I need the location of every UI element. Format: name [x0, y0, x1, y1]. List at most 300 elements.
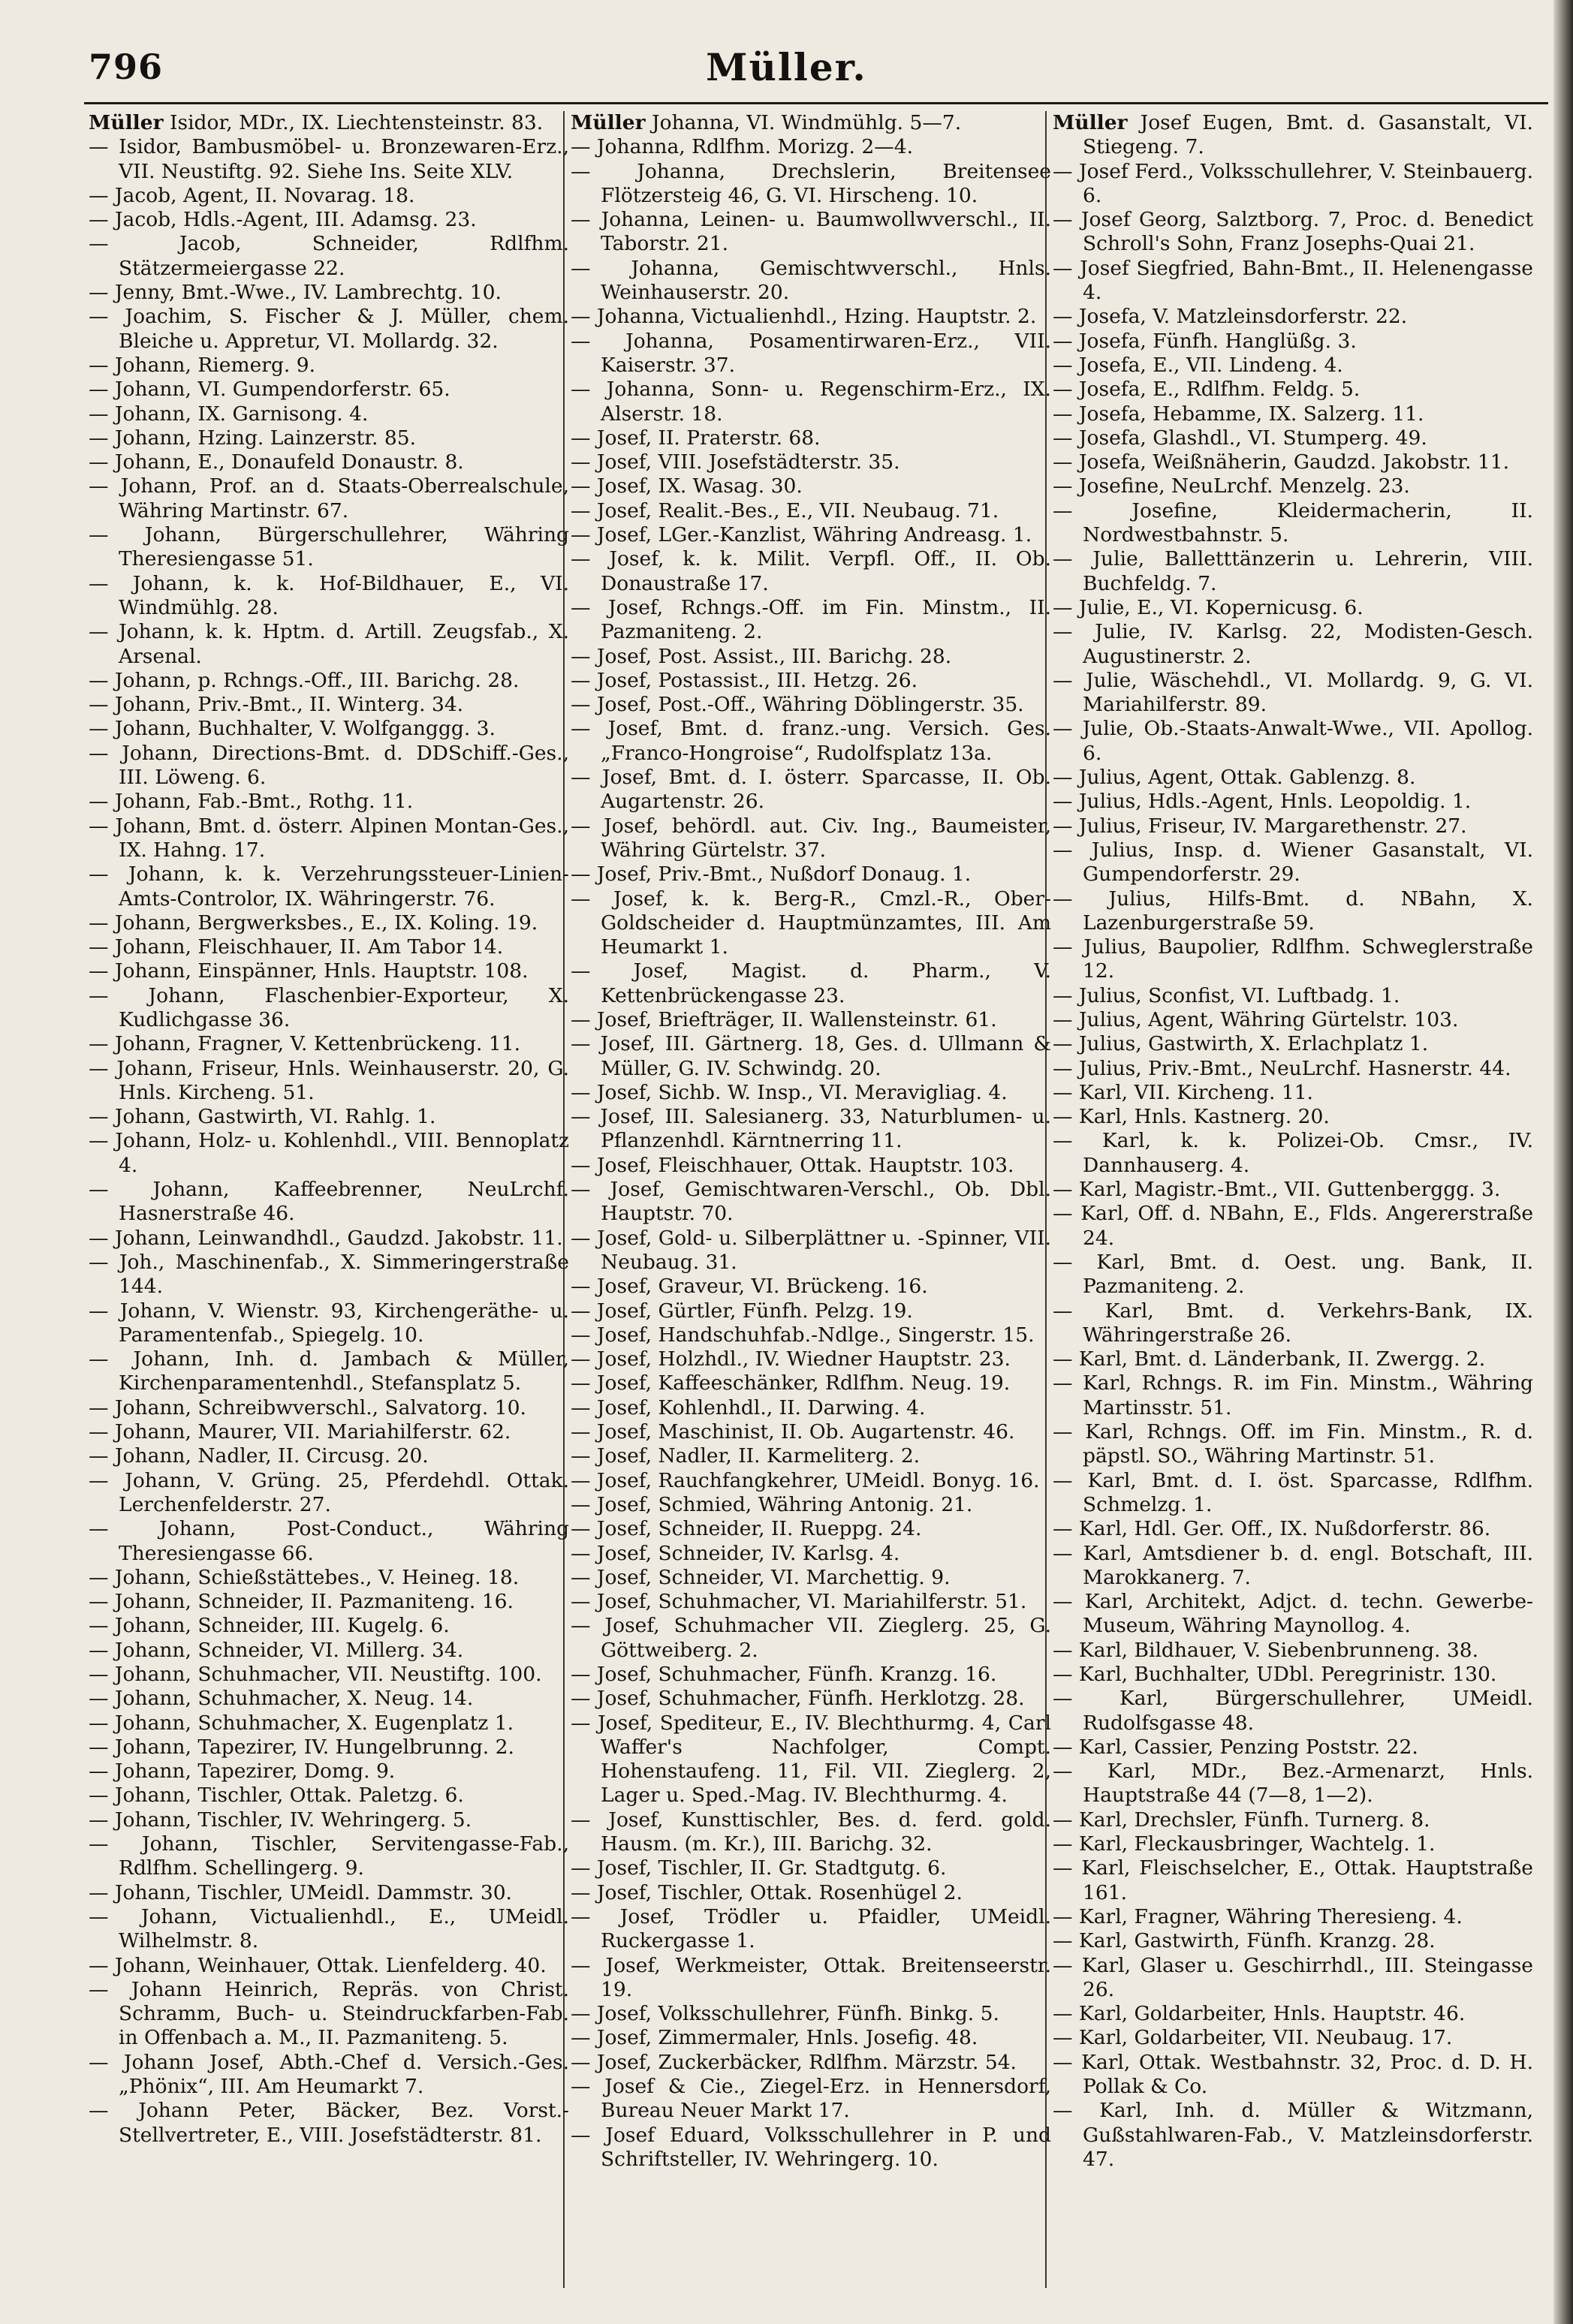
directory-entry — [1053, 1639, 1533, 1663]
directory-entry — [89, 1444, 569, 1468]
directory-entry — [1053, 1299, 1533, 1348]
directory-entry — [571, 2124, 1051, 2172]
entry-text: — Karl, Bildhauer, V. Siebenbrunneng. 38. — [1053, 1638, 1479, 1662]
entry-text: — Josef, Bmt. d. franz.-ung. Versich. Ges. „Franco-Hongroise“, Rudolfsplatz 13a. — [571, 717, 1051, 765]
entry-text: — Karl, Rchngs. R. im Fin. Minstm., Währing Martinsstr. 51. — [1053, 1371, 1533, 1419]
entry-text: — Johann, Hzing. Lainzerstr. 85. — [89, 426, 417, 450]
directory-entry — [1053, 790, 1533, 814]
directory-entry — [89, 742, 569, 790]
entry-text: — Johann, Bmt. d. österr. Alpinen Montan-Ges., IX. Hahng. 17. — [89, 814, 569, 862]
entry-text: — Julius, Friseur, IV. Margarethenstr. 27. — [1053, 814, 1467, 838]
directory-entry — [571, 1663, 1051, 1687]
directory-entry — [89, 402, 569, 426]
running-head: Müller. — [706, 45, 867, 89]
entry-text: — Johann, Buchhalter, V. Wolfganggg. 3. — [89, 717, 496, 741]
directory-entry — [571, 547, 1051, 596]
directory-entry — [571, 1371, 1051, 1395]
directory-entry — [1053, 1735, 1533, 1760]
directory-entry — [571, 1517, 1051, 1541]
entry-text: — Josef, Kaffeeschänker, Rdlfhm. Neug. 19. — [571, 1371, 1011, 1395]
directory-entry — [89, 1639, 569, 1663]
directory-entry — [571, 111, 1051, 135]
directory-entry — [89, 1832, 569, 1881]
entry-text: — Karl, Bmt. d. Oest. ung. Bank, II. Pazmaniteng. 2. — [1053, 1250, 1533, 1299]
entry-text: — Julius, Agent, Währing Gürtelstr. 103. — [1053, 1007, 1459, 1031]
directory-entry — [571, 1154, 1051, 1178]
entry-text: — Julius, Hilfs-Bmt. d. NBahn, X. Lazenburgerstraße 59. — [1053, 887, 1533, 935]
entry-text: — Josef, Zimmermaler, Hnls. Josefig. 48. — [571, 2026, 978, 2050]
directory-entry — [571, 1396, 1051, 1420]
directory-entry — [1053, 1808, 1533, 1832]
directory-entry — [1053, 1905, 1533, 1929]
directory-entry — [571, 305, 1051, 329]
entry-text: — Johann, E., Donaufeld Donaustr. 8. — [89, 450, 464, 474]
directory-entry — [89, 1566, 569, 1590]
entry-text: — Johann, Leinwandhdl., Gaudzd. Jakobstr. 11. — [89, 1226, 563, 1250]
entry-text: — Johann, Bürgerschullehrer, Währing Theresiengasse 51. — [89, 523, 569, 571]
entry-text: — Johann, V. Grüng. 25, Pferdehdl. Ottak. Lerchenfelderstr. 27. — [89, 1468, 569, 1516]
entry-text: — Josef, Schmied, Währing Antonig. 21. — [571, 1492, 973, 1516]
directory-entry — [571, 1808, 1051, 1857]
directory-entry — [571, 135, 1051, 159]
directory-entry — [1053, 2026, 1533, 2050]
directory-entry — [1053, 766, 1533, 790]
entry-text: — Josef Georg, Salztborg. 7, Proc. d. Benedict Schroll's Sohn, Franz Josephs-Quai 21. — [1053, 208, 1533, 256]
directory-entry — [89, 1590, 569, 1614]
entry-text: — Josef, Handschuhfab.-Ndlge., Singerstr. 15. — [571, 1323, 1035, 1347]
directory-entry — [571, 2026, 1051, 2050]
directory-entry — [1053, 354, 1533, 378]
entry-text: — Karl, Amtsdiener b. d. engl. Botschaft, III. Marokkanerg. 7. — [1053, 1541, 1533, 1589]
entry-text: — Josef, Postassist., III. Hetzg. 26. — [571, 668, 918, 692]
directory-entry — [89, 717, 569, 741]
entry-text: — Karl, Buchhalter, UDbl. Peregrinistr. 130. — [1053, 1663, 1497, 1686]
directory-entry — [1053, 1081, 1533, 1105]
entry-text: — Johanna, Rdlfhm. Morizg. 2—4. — [571, 135, 914, 159]
directory-entry — [89, 354, 569, 378]
directory-entry — [571, 1566, 1051, 1590]
entry-text: — Johann, Maurer, VII. Mariahilferstr. 62. — [89, 1420, 511, 1444]
directory-entry — [571, 1275, 1051, 1299]
directory-entry — [1053, 402, 1533, 426]
entry-text: — Karl, Hnls. Kastnerg. 20. — [1053, 1105, 1330, 1129]
entry-text: — Josefa, E., Rdlfhm. Feldg. 5. — [1053, 378, 1361, 402]
directory-entry — [1053, 717, 1533, 766]
entry-text: — Johann, Directions-Bmt. d. DDSchiff.-Ges., III. Löweng. 6. — [89, 741, 569, 790]
directory-entry — [89, 523, 569, 572]
entry-text: — Josef, Nadler, II. Karmeliterg. 2. — [571, 1444, 921, 1468]
directory-entry — [571, 160, 1051, 209]
entry-text: — Johanna, Victualienhdl., Hzing. Hauptstr. 2. — [571, 305, 1037, 329]
entry-text: — Joachim, S. Fischer & J. Müller, chem. Bleiche u. Appretur, VI. Mollardg. 32. — [89, 305, 569, 353]
entry-text: — Johann, V. Wienstr. 93, Kirchengeräthe- u. Paramentenfab., Spiegelg. 10. — [89, 1299, 569, 1347]
directory-entry — [89, 1251, 569, 1299]
column-3 — [1053, 111, 1533, 2172]
entry-text: — Johann, k. k. Verzehrungssteuer-Linien-Amts-Controlor, IX. Währingerstr. 76. — [89, 862, 569, 911]
directory-entry — [571, 1178, 1051, 1227]
entry-text: — Josef, III. Salesianerg. 33, Naturblumen- u. Pflanzenhdl. Kärntnerring 11. — [571, 1105, 1051, 1153]
directory-entry — [1053, 838, 1533, 887]
entry-text: — Johann, Riemerg. 9. — [89, 353, 316, 377]
directory-entry — [571, 1856, 1051, 1880]
entry-text: — Karl, Gastwirth, Fünfh. Kranzg. 28. — [1053, 1929, 1436, 1953]
entry-text: — Julie, Wäschehdl., VI. Mollardg. 9, G. VI. Mariahilferstr. 89. — [1053, 668, 1533, 717]
entry-text: — Josef, Rauchfangkehrer, UMeidl. Bonyg. 16. — [571, 1468, 1040, 1492]
directory-entry — [571, 2051, 1051, 2075]
directory-entry — [89, 208, 569, 232]
directory-entry — [89, 1687, 569, 1711]
entry-text: — Jacob, Hdls.-Agent, III. Adamsg. 23. — [89, 208, 477, 232]
directory-entry — [89, 281, 569, 305]
directory-entry — [89, 1978, 569, 2051]
entry-text: — Karl, Glaser u. Geschirrhdl., III. Steingasse 26. — [1053, 1953, 1533, 2001]
entry-text: — Julius, Gastwirth, X. Erlachplatz 1. — [1053, 1032, 1429, 1056]
directory-entry — [1053, 1832, 1533, 1856]
directory-entry — [571, 887, 1051, 960]
entry-text: — Isidor, Bambusmöbel- u. Bronzewaren-Erz., VII. Neustiftg. 92. Siehe Ins. Seite XLV. — [89, 135, 569, 183]
directory-entry — [89, 862, 569, 911]
directory-entry — [571, 1905, 1051, 1954]
directory-entry — [1053, 1929, 1533, 1953]
directory-entry — [571, 1469, 1051, 1493]
entry-text: — Karl, MDr., Bez.-Armenarzt, Hnls. Hauptstraße 44 (7—8, 1—2). — [1053, 1760, 1533, 1808]
entry-text: — Josef, Schneider, IV. Karlsg. 4. — [571, 1541, 900, 1565]
directory-entry — [89, 2051, 569, 2100]
entry-text: — Johann, VI. Gumpendorferstr. 65. — [89, 378, 451, 402]
directory-entry — [571, 426, 1051, 450]
directory-entry — [1053, 257, 1533, 306]
entry-text: — Karl, Rchngs. Off. im Fin. Minstm., R. d. päpstl. SO., Währing Martinstr. 51. — [1053, 1420, 1533, 1468]
entry-text: — Johann, Schuhmacher, VII. Neustiftg. 100. — [89, 1663, 542, 1686]
directory-entry — [1053, 1032, 1533, 1056]
directory-entry — [1053, 887, 1533, 936]
entry-text: — Josef, Rchngs.-Off. im Fin. Minstm., II. Pazmaniteng. 2. — [571, 595, 1051, 644]
entry-text: — Josef, Magist. d. Pharm., V. Kettenbrückengasse 23. — [571, 959, 1051, 1007]
page-number: 796 — [89, 47, 164, 87]
entry-text: — Julius, Sconfist, VI. Luftbadg. 1. — [1053, 983, 1400, 1007]
entry-text: — Karl, Fleischselcher, E., Ottak. Hauptstraße 161. — [1053, 1856, 1533, 1904]
entry-text: — Josef, Tischler, II. Gr. Stadtgutg. 6. — [571, 1856, 947, 1880]
directory-entry — [571, 862, 1051, 887]
entry-text: — Josef, II. Praterstr. 68. — [571, 426, 821, 450]
directory-entry — [1053, 450, 1533, 474]
directory-entry — [1053, 1008, 1533, 1032]
entry-text: — Josef, Gold- u. Silberplättner u. -Spinner, VII. Neubaug. 31. — [571, 1226, 1051, 1274]
directory-entry — [571, 1299, 1051, 1323]
directory-entry — [89, 1784, 569, 1808]
entry-text: — Josef Siegfried, Bahn-Bmt., II. Helenengasse 4. — [1053, 256, 1533, 305]
entry-text: — Johann, Schreibwverschl., Salvatorg. 10. — [89, 1395, 526, 1419]
directory-entry — [89, 1299, 569, 1348]
column-2 — [571, 111, 1051, 2172]
directory-entry — [89, 305, 569, 354]
directory-entry — [89, 984, 569, 1033]
header-rule — [84, 102, 1548, 104]
entry-text: — Karl, Inh. d. Müller & Witzmann, Gußstahlwaren-Fab., V. Matzleinsdorferstr. 47. — [1053, 2099, 1533, 2171]
directory-entry — [1053, 330, 1533, 354]
directory-entry — [89, 911, 569, 935]
entry-text: — Karl, Magistr.-Bmt., VII. Guttenberggg. 3. — [1053, 1178, 1501, 1202]
directory-entry — [89, 669, 569, 693]
entry-surname: Müller — [89, 111, 164, 134]
entry-text: — Johann, Fragner, V. Kettenbrückeng. 11. — [89, 1032, 520, 1056]
directory-entry — [571, 474, 1051, 498]
entry-text: — Johanna, Posamentirwaren-Erz., VII. Kaiserstr. 37. — [571, 329, 1051, 377]
entry-text: — Johann, Weinhauer, Ottak. Lienfelderg. 40. — [89, 1953, 547, 1977]
entry-text: — Karl, Off. d. NBahn, E., Flds. Angererstraße 24. — [1053, 1202, 1533, 1250]
entry-text: — Josef, Schuhmacher, VI. Mariahilferstr. 51. — [571, 1590, 1027, 1614]
directory-entry — [1053, 1057, 1533, 1081]
entry-text: — Josef, Werkmeister, Ottak. Breitenseerstr. 19. — [571, 1953, 1051, 2001]
entry-text: — Johann, Tischler, UMeidl. Dammstr. 30. — [89, 1880, 512, 1904]
entry-text: — Johann, Flaschenbier-Exporteur, X. Kudlichgasse 36. — [89, 983, 569, 1031]
directory-entry — [571, 257, 1051, 306]
entry-text: — Josef, Trödler u. Pfaidler, UMeidl. Ruckergasse 1. — [571, 1904, 1051, 1953]
entry-text: — Karl, Bmt. d. Verkehrs-Bank, IX. Währingerstraße 26. — [1053, 1299, 1533, 1347]
directory-entry — [1053, 1760, 1533, 1808]
entry-text: — Johanna, Gemischtwverschl., Hnls. Weinhauserstr. 20. — [571, 256, 1051, 305]
directory-entry — [571, 378, 1051, 426]
directory-entry — [89, 184, 569, 208]
directory-entry — [89, 378, 569, 402]
directory-entry — [1053, 935, 1533, 984]
entry-text: — Johann, Fleischhauer, II. Am Tabor 14. — [89, 935, 504, 959]
directory-entry — [89, 2099, 569, 2148]
directory-entry — [571, 1687, 1051, 1711]
entry-text: — Karl, Goldarbeiter, VII. Neubaug. 17. — [1053, 2026, 1453, 2050]
directory-entry — [89, 474, 569, 523]
entry-text: — Johann, Inh. d. Jambach & Müller, Kirchenparamentenhdl., Stefansplatz 5. — [89, 1347, 569, 1395]
directory-entry — [89, 620, 569, 669]
directory-entry — [1053, 1517, 1533, 1541]
directory-entry — [1053, 2002, 1533, 2026]
directory-entry — [571, 1954, 1051, 2003]
entry-text: — Johann, Schuhmacher, X. Eugenplatz 1. — [89, 1711, 514, 1735]
directory-entry — [571, 1081, 1051, 1105]
directory-entry — [89, 790, 569, 814]
directory-entry — [571, 766, 1051, 814]
entry-text: — Karl, Architekt, Adjct. d. techn. Gewerbe-Museum, Währing Maynollog. 4. — [1053, 1590, 1533, 1638]
entry-text: — Josef, Tischler, Ottak. Rosenhügel 2. — [571, 1880, 963, 1904]
entry-text: — Josef, Schuhmacher, Fünfh. Kranzg. 16. — [571, 1663, 997, 1686]
entry-text: — Josef, Spediteur, E., IV. Blechthurmg. 4, Carl Waffer's Nachfolger, Compt. Hohenstaufeng. 11, Fil. VII. Zieglerg. 2, Lager u. Sped.-Mag. IV. Blechthurmg. 4. — [571, 1711, 1051, 1808]
directory-entry — [89, 1347, 569, 1396]
directory-entry — [1053, 111, 1533, 160]
entry-text: — Johann, Tapezirer, IV. Hungelbrunng. 2. — [89, 1735, 514, 1759]
directory-entry — [89, 1032, 569, 1056]
directory-entry — [89, 232, 569, 281]
directory-entry — [89, 135, 569, 184]
directory-entry — [89, 1396, 569, 1420]
entry-text: — Karl, Bürgerschullehrer, UMeidl. Rudolfsgasse 48. — [1053, 1687, 1533, 1735]
directory-entry — [1053, 1663, 1533, 1687]
directory-entry — [89, 1178, 569, 1227]
entry-text: — Johanna, Leinen- u. Baumwollwverschl., II. Taborstr. 21. — [571, 208, 1051, 256]
entry-text: — Karl, Drechsler, Fünfh. Turnerg. 8. — [1053, 1808, 1430, 1832]
entry-text: — Julie, Balletttänzerin u. Lehrerin, VIII. Buchfeldg. 7. — [1053, 547, 1533, 595]
directory-entry — [571, 330, 1051, 378]
directory-entry — [1053, 1202, 1533, 1251]
directory-entry — [1053, 1954, 1533, 2003]
directory-entry — [89, 1881, 569, 1905]
directory-entry — [1053, 1371, 1533, 1420]
directory-entry — [1053, 1178, 1533, 1202]
entry-surname: Müller — [1053, 111, 1128, 134]
column-1 — [89, 111, 569, 2148]
entry-text: — Johann, Tischler, Servitengasse-Fab., Rdlfhm. Schellingerg. 9. — [89, 1832, 569, 1880]
entry-text: — Josef, Kunsttischler, Bes. d. ferd. gold. Hausm. (m. Kr.), III. Barichg. 32. — [571, 1808, 1051, 1856]
directory-entry — [571, 1105, 1051, 1154]
entry-text: — Johann, Schießstättebes., V. Heineg. 18. — [89, 1565, 520, 1589]
directory-entry — [89, 572, 569, 621]
entry-text: — Johann, Schneider, VI. Millerg. 34. — [89, 1638, 464, 1662]
entry-text: — Joh., Maschinenfab., X. Simmeringerstraße 144. — [89, 1250, 569, 1299]
directory-entry — [571, 1444, 1051, 1468]
directory-entry — [89, 1420, 569, 1444]
entry-text: — Julius, Agent, Ottak. Gablenzg. 8. — [1053, 766, 1416, 790]
entry-text: — Johann, Gastwirth, VI. Rahlg. 1. — [89, 1105, 436, 1129]
directory-entry — [89, 426, 569, 450]
entry-text: — Johann, Schuhmacher, X. Neug. 14. — [89, 1687, 474, 1711]
directory-entry — [89, 1469, 569, 1518]
entry-text: — Johann, Nadler, II. Circusg. 20. — [89, 1444, 429, 1468]
entry-text: — Josef, behördl. aut. Civ. Ing., Baumeister, Währing Gürtelstr. 37. — [571, 814, 1051, 862]
entry-text: — Josef, Fleischhauer, Ottak. Hauptstr. 103. — [571, 1153, 1014, 1177]
directory-entry — [89, 959, 569, 983]
directory-entry — [89, 1735, 569, 1760]
directory-entry — [1053, 984, 1533, 1008]
entry-text: — Karl, Ottak. Westbahnstr. 32, Proc. d. D. H. Pollak & Co. — [1053, 2050, 1533, 2099]
entry-text: — Johann, Tischler, Ottak. Paletzg. 6. — [89, 1784, 464, 1808]
entry-text: — Johann, Victualienhdl., E., UMeidl. Wilhelmstr. 8. — [89, 1904, 569, 1953]
directory-entry — [571, 1227, 1051, 1275]
entry-text: — Josef & Cie., Ziegel-Erz. in Hennersdorf, Bureau Neuer Markt 17. — [571, 2075, 1051, 2123]
directory-entry — [89, 1711, 569, 1735]
directory-entry — [1053, 596, 1533, 620]
directory-entry — [89, 1905, 569, 1954]
directory-entry — [571, 645, 1051, 669]
directory-entry — [571, 2075, 1051, 2124]
entry-text: — Johanna, Drechslerin, Breitensee Flötzersteig 46, G. VI. Hirscheng. 10. — [571, 159, 1051, 207]
entry-text: — Josefa, Hebamme, IX. Salzerg. 11. — [1053, 402, 1424, 426]
entry-text: — Josefa, E., VII. Lindeng. 4. — [1053, 353, 1343, 377]
directory-entry — [571, 1008, 1051, 1032]
entry-text: — Johann, Priv.-Bmt., II. Winterg. 34. — [89, 693, 464, 717]
directory-entry — [571, 208, 1051, 257]
entry-text: — Johann, Einspänner, Hnls. Hauptstr. 108. — [89, 959, 529, 983]
directory-entry — [89, 814, 569, 863]
directory-entry — [571, 1493, 1051, 1517]
entry-text: — Johann, Fab.-Bmt., Rothg. 11. — [89, 790, 414, 814]
directory-entry — [1053, 547, 1533, 596]
entry-text: — Julius, Hdls.-Agent, Hnls. Leopoldig. 1. — [1053, 790, 1472, 814]
entry-text: — Julius, Baupolier, Rdlfhm. Schweglerstraße 12. — [1053, 935, 1533, 983]
entry-text: — Josef, LGer.-Kanzlist, Währing Andreasg. 1. — [571, 523, 1032, 547]
directory-entry — [89, 1517, 569, 1566]
entry-text: — Karl, Bmt. d. I. öst. Sparcasse, Rdlfhm. Schmelzg. 1. — [1053, 1468, 1533, 1516]
directory-entry — [1053, 1129, 1533, 1178]
entry-text: — Johann, Tapezirer, Domg. 9. — [89, 1760, 396, 1784]
directory-entry — [1053, 305, 1533, 329]
entry-text: — Josef Eduard, Volksschullehrer in P. und Schriftsteller, IV. Wehringerg. 10. — [571, 2123, 1051, 2171]
entry-text: — Josefine, NeuLrchf. Menzelg. 23. — [1053, 474, 1410, 498]
entry-text: — Karl, Hdl. Ger. Off., IX. Nußdorferstr. 86. — [1053, 1517, 1491, 1541]
entry-text: — Josef, Schneider, II. Rueppg. 24. — [571, 1517, 922, 1541]
directory-entry — [89, 111, 569, 135]
entry-text: — Julius, Priv.-Bmt., NeuLrchf. Hasnerstr. 44. — [1053, 1056, 1511, 1080]
directory-entry — [1053, 814, 1533, 838]
entry-text: — Josef, Schuhmacher, Fünfh. Herklotzg. 28. — [571, 1687, 1025, 1711]
directory-entry — [571, 1881, 1051, 1905]
entry-text: — Johann, Tischler, IV. Wehringerg. 5. — [89, 1808, 472, 1832]
directory-entry — [571, 499, 1051, 523]
directory-entry — [1053, 378, 1533, 402]
entry-text: Johanna, VI. Windmühlg. 5—7. — [652, 111, 962, 134]
directory-entry — [1053, 474, 1533, 498]
entry-text: — Josefa, V. Matzleinsdorferstr. 22. — [1053, 305, 1408, 329]
entry-text: — Josef, Briefträger, II. Wallensteinstr. 61. — [571, 1007, 997, 1031]
directory-entry — [571, 1614, 1051, 1663]
directory-entry — [571, 1347, 1051, 1371]
directory-entry — [571, 1711, 1051, 1808]
entry-text: — Josef, Graveur, VI. Brückeng. 16. — [571, 1275, 928, 1299]
directory-entry — [571, 1323, 1051, 1347]
directory-entry — [89, 693, 569, 717]
entry-text: — Johann Josef, Abth.-Chef d. Versich.-Ges. „Phönix“, III. Am Heumarkt 7. — [89, 2050, 569, 2099]
entry-text: — Josef, IX. Wasag. 30. — [571, 474, 803, 498]
entry-text: — Josef, Maschinist, II. Ob. Augartenstr. 46. — [571, 1420, 1015, 1444]
directory-entry — [1053, 620, 1533, 669]
entry-text: — Johann, Prof. an d. Staats-Oberrealschule, Währing Martinstr. 67. — [89, 474, 569, 522]
directory-entry — [1053, 499, 1533, 548]
entry-text: — Josef, k. k. Milit. Verpfl. Off., II. Ob. Donaustraße 17. — [571, 547, 1051, 595]
directory-entry — [571, 717, 1051, 766]
directory-entry — [1053, 1420, 1533, 1469]
directory-entry — [571, 450, 1051, 474]
directory-entry — [89, 935, 569, 959]
entry-text: — Karl, Fragner, Währing Theresieng. 4. — [1053, 1904, 1463, 1928]
entry-text: — Johann, Bergwerksbes., E., IX. Koling. 19. — [89, 911, 538, 935]
directory-entry — [89, 1105, 569, 1129]
entry-text: — Josef, Post. Assist., III. Barichg. 28. — [571, 644, 952, 668]
entry-text: — Karl, Bmt. d. Länderbank, II. Zwergg. 2. — [1053, 1347, 1486, 1371]
entry-text: — Josef, Schneider, VI. Marchettig. 9. — [571, 1565, 951, 1589]
entry-text: — Johann Heinrich, Repräs. von Christ. Schramm, Buch- u. Steindruckfarben-Fab. in Offenbach a. M., II. Pazmaniteng. 5. — [89, 1977, 569, 2050]
entry-text: — Josef, Schuhmacher VII. Zieglerg. 25, G. Göttweiberg. 2. — [571, 1614, 1051, 1662]
entry-text: — Johann, k. k. Hof-Bildhauer, E., VI. Windmühlg. 28. — [89, 571, 569, 619]
directory-entry — [1053, 1687, 1533, 1735]
directory-entry — [1053, 1542, 1533, 1591]
entry-text: — Josef, Kohlenhdl., II. Darwing. 4. — [571, 1395, 926, 1419]
entry-text: — Josef, Realit.-Bes., E., VII. Neubaug. 71. — [571, 498, 999, 522]
entry-text: — Josefa, Weißnäherin, Gaudzd. Jakobstr. 11. — [1053, 450, 1510, 474]
entry-text: — Josef, k. k. Berg-R., Cmzl.-R., Ober-Goldscheider d. Hauptmünzamtes, III. Am Heumarkt 1. — [571, 887, 1051, 959]
entry-text: — Karl, Goldarbeiter, Hnls. Hauptstr. 46. — [1053, 2002, 1466, 2026]
directory-entry — [571, 959, 1051, 1008]
directory-entry — [571, 1542, 1051, 1566]
entry-text: — Josefa, Fünfh. Hanglüßg. 3. — [1053, 329, 1357, 353]
directory-entry — [1053, 2099, 1533, 2172]
entry-text: — Josef, Volksschullehrer, Fünfh. Binkg. 5. — [571, 2002, 999, 2026]
entry-text: — Johann, k. k. Hptm. d. Artill. Zeugsfab., X. Arsenal. — [89, 620, 569, 668]
directory-entry — [89, 1129, 569, 1178]
directory-entry — [1053, 1590, 1533, 1639]
entry-text: — Karl, Cassier, Penzing Poststr. 22. — [1053, 1735, 1418, 1759]
entry-text: — Julius, Insp. d. Wiener Gasanstalt, VI. Gumpendorferstr. 29. — [1053, 838, 1533, 887]
directory-entry — [571, 596, 1051, 645]
entry-text: — Karl, VII. Kircheng. 11. — [1053, 1080, 1313, 1104]
entry-text: — Jacob, Agent, II. Novarag. 18. — [89, 183, 415, 207]
